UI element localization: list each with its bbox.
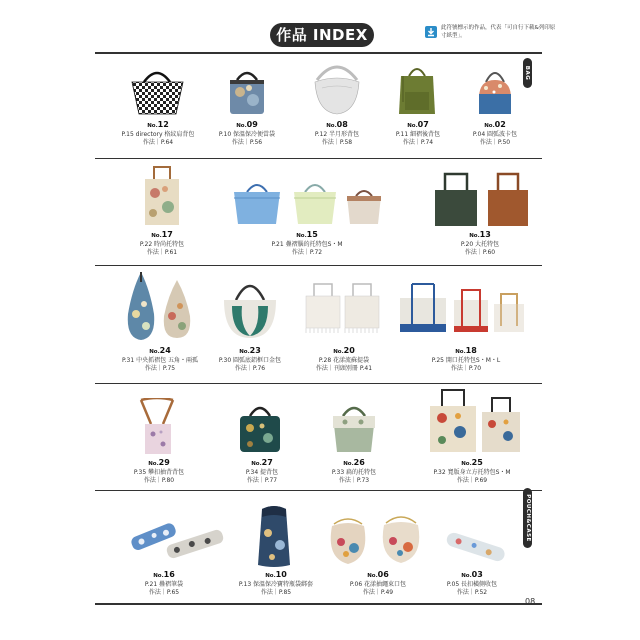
item-number: 27	[261, 458, 273, 467]
side-tab-bag: BAG	[523, 58, 532, 88]
item-07: No.07 P.11 細褶後背包 作法｜P.74	[378, 120, 458, 147]
item-number: 24	[159, 346, 171, 355]
item-how: 作法｜P.56	[231, 139, 263, 146]
item-number: 06	[377, 570, 389, 579]
bag-image-15b	[292, 178, 338, 226]
item-number: 12	[157, 120, 169, 129]
item-27: No.27 P.34 提背包 作法｜P.77	[222, 458, 302, 485]
item-desc: P.05 長扣橫側收包	[446, 581, 498, 588]
item-number: 20	[343, 346, 355, 355]
page-title: 作品 INDEX	[270, 23, 374, 47]
item-24: No.24 P.31 中央抓褶包 五角・兩孤 作法｜P.75	[118, 346, 202, 373]
item-desc: P.12 半月形背包	[314, 131, 360, 138]
item-17: No.17 P.22 時尚托特包 作法｜P.61	[120, 230, 204, 257]
item-09: No.09 P.10 保溫保冷便當袋 作法｜P.56	[205, 120, 289, 147]
bag-image-17	[143, 165, 181, 227]
bag-image-24b	[160, 278, 194, 340]
item-number: 16	[163, 570, 175, 579]
bag-image-18a	[398, 282, 448, 334]
item-desc: P.35 攀扣抽背背包	[133, 469, 185, 476]
item-how: 作法｜P.85	[260, 589, 292, 596]
bag-image-09	[227, 62, 267, 117]
item-desc: P.04 圓弧波卡包	[472, 131, 518, 138]
item-number: 03	[471, 570, 483, 579]
item-desc: P.13 保溫保冷寶特瓶袋綁套	[238, 581, 314, 588]
item-number: 08	[336, 120, 348, 129]
item-how: 作法｜P.80	[143, 477, 175, 484]
item-number: 26	[353, 458, 365, 467]
bag-image-07	[395, 62, 439, 120]
item-13: No.13 P.20 大托特包 作法｜P.60	[440, 230, 520, 257]
pouch-image-06b	[378, 515, 424, 565]
item-how: 作法｜P.72	[291, 249, 323, 256]
pouch-image-10	[254, 505, 294, 569]
row-divider	[95, 490, 542, 491]
item-number: 09	[246, 120, 258, 129]
bag-image-25b	[480, 396, 522, 454]
item-how: 作法｜P.49	[362, 589, 394, 596]
item-10: No.10 P.13 保溫保冷寶特瓶袋綁套 作法｜P.85	[226, 570, 326, 597]
bag-image-23	[222, 274, 278, 340]
item-how: 作法｜P.74	[402, 139, 434, 146]
row-divider	[95, 265, 542, 266]
item-number: 02	[494, 120, 506, 129]
item-desc: P.15 directory 格紋肩背包	[121, 131, 195, 138]
item-desc: P.28 花漾流蘇提袋	[318, 357, 370, 364]
item-how: 作法｜P.77	[246, 477, 278, 484]
item-how: 作法｜P.64	[142, 139, 174, 146]
item-number: 18	[465, 346, 477, 355]
item-desc: P.21 疊褶筆袋	[144, 581, 184, 588]
item-25: No.25 P.32 寬版身立方托特包S・M 作法｜P.69	[420, 458, 524, 485]
bag-image-20a	[304, 282, 342, 334]
item-desc: P.32 寬版身立方托特包S・M	[433, 469, 511, 476]
item-15: No.15 P.21 疊褶腦的托特包S・M 作法｜P.72	[252, 230, 362, 257]
bag-image-26	[331, 400, 377, 454]
bag-image-20b	[343, 282, 381, 334]
bag-image-15a	[232, 178, 282, 226]
item-number: 23	[249, 346, 261, 355]
item-desc: P.11 細褶後背包	[395, 131, 441, 138]
item-number: 17	[161, 230, 173, 239]
bag-image-29	[135, 398, 179, 456]
item-desc: P.31 中央抓褶包 五角・兩孤	[121, 357, 199, 364]
item-number: 07	[417, 120, 429, 129]
item-number: 15	[306, 230, 318, 239]
bag-image-13a	[433, 172, 479, 228]
item-how: 作法｜P.50	[479, 139, 511, 146]
item-16: No.16 P.21 疊褶筆袋 作法｜P.65	[124, 570, 204, 597]
row-divider	[95, 52, 542, 54]
bag-image-02	[476, 62, 514, 118]
item-number: 25	[471, 458, 483, 467]
side-tab-pouch-case: POUCH&CASE	[523, 488, 532, 548]
item-desc: P.34 提背包	[245, 469, 279, 476]
pouch-image-06a	[326, 518, 370, 566]
bag-image-08	[312, 60, 362, 118]
bag-image-27	[238, 400, 282, 454]
bag-image-24a	[124, 270, 158, 342]
item-number: 10	[275, 570, 287, 579]
item-how: 作法｜P.60	[464, 249, 496, 256]
item-number: 29	[158, 458, 170, 467]
download-icon	[425, 26, 437, 38]
item-desc: P.06 花漾抽繩束口包	[349, 581, 407, 588]
bag-image-15c	[345, 186, 383, 226]
page-number: 08	[525, 597, 536, 606]
download-note: 此符號標示的作品，代表「可自行下載&列印原寸紙型」。	[441, 25, 556, 39]
item-08: No.08 P.12 半月形背包 作法｜P.58	[295, 120, 379, 147]
item-desc: P.10 保溫保冷便當袋	[218, 131, 276, 138]
item-23: No.23 P.30 圓弧底鋁框口金包 作法｜P.76	[204, 346, 296, 373]
item-how: 作法｜刊頭別冊 P.41	[315, 365, 373, 372]
item-how: 作法｜P.65	[148, 589, 180, 596]
row-divider	[95, 603, 542, 605]
item-desc: P.30 圓弧底鋁框口金包	[218, 357, 282, 364]
bag-image-18b	[452, 288, 490, 334]
item-desc: P.20 大托特包	[460, 241, 500, 248]
item-03: No.03 P.05 長扣橫側收包 作法｜P.52	[432, 570, 512, 597]
item-number: 13	[479, 230, 491, 239]
item-how: 作法｜P.69	[456, 477, 488, 484]
row-divider	[95, 158, 542, 159]
item-06: No.06 P.06 花漾抽繩束口包 作法｜P.49	[336, 570, 420, 597]
item-desc: P.33 扁的托特包	[331, 469, 377, 476]
item-desc: P.22 時尚托特包	[139, 241, 185, 248]
pouch-image-03	[442, 528, 510, 564]
item-how: 作法｜P.58	[321, 139, 353, 146]
bag-image-18c	[492, 292, 526, 334]
item-02: No.02 P.04 圓弧波卡包 作法｜P.50	[458, 120, 532, 147]
item-20: No.20 P.28 花漾流蘇提袋 作法｜刊頭別冊 P.41	[300, 346, 388, 373]
pouch-image-16b	[162, 525, 228, 563]
row-divider	[95, 383, 542, 384]
item-how: 作法｜P.61	[146, 249, 178, 256]
item-29: No.29 P.35 攀扣抽背背包 作法｜P.80	[114, 458, 204, 485]
bag-image-12	[130, 62, 185, 117]
item-how: 作法｜P.76	[234, 365, 266, 372]
item-how: 作法｜P.70	[450, 365, 482, 372]
item-desc: P.21 疊褶腦的托特包S・M	[271, 241, 343, 248]
item-how: 作法｜P.73	[338, 477, 370, 484]
item-how: 作法｜P.52	[456, 589, 488, 596]
bag-image-25a	[428, 388, 478, 454]
item-12: No.12 P.15 directory 格紋肩背包 作法｜P.64	[118, 120, 198, 147]
bag-image-13b	[486, 172, 530, 228]
item-desc: P.25 開口托特包S・M・L	[431, 357, 501, 364]
item-18: No.18 P.25 開口托特包S・M・L 作法｜P.70	[424, 346, 508, 373]
item-how: 作法｜P.75	[144, 365, 176, 372]
item-26: No.26 P.33 扁的托特包 作法｜P.73	[314, 458, 394, 485]
